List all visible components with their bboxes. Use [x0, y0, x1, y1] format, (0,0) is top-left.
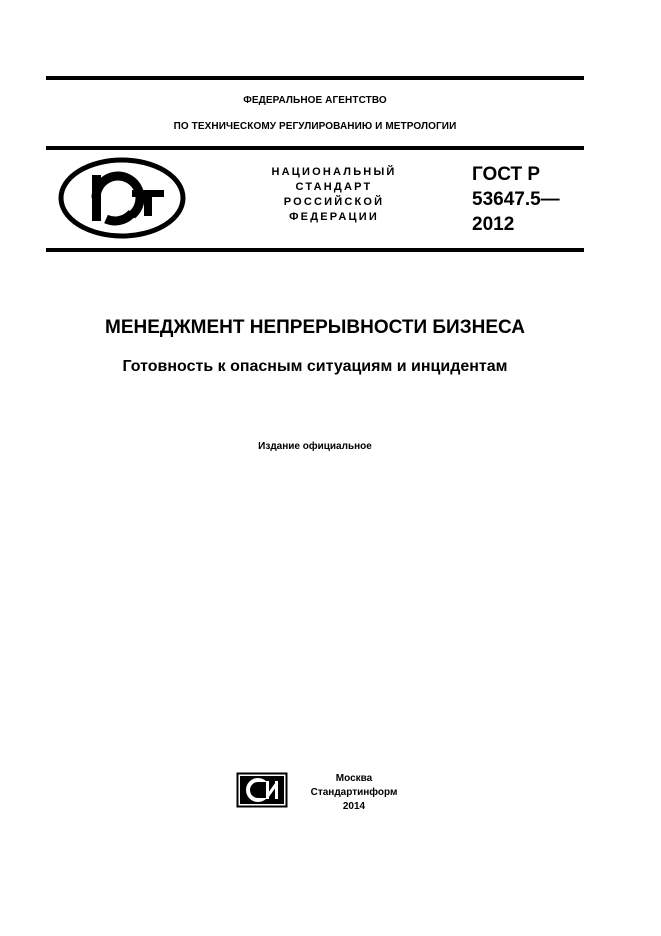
- gost-number: [472, 162, 560, 237]
- standard-type-line3: РОССИЙСКОЙ: [283, 196, 385, 208]
- agency-name-line2: ПО ТЕХНИЧЕСКОМУ РЕГУЛИРОВАНИЮ И МЕТРОЛОГИИ: [173, 121, 457, 132]
- standard-type-line4: ФЕДЕРАЦИИ: [289, 211, 379, 223]
- document-title: МЕНЕДЖМЕНТ НЕПРЕРЫВНОСТИ БИЗНЕСА: [105, 317, 525, 338]
- top-rule: [46, 76, 584, 80]
- publisher-name: Стандартинформ: [310, 787, 398, 798]
- gost-number-line2: 53647.5—: [472, 189, 560, 210]
- gost-number-line3: 2012: [472, 214, 515, 235]
- gost-number-line1: ГОСТ Р: [472, 164, 541, 185]
- standard-type-line1: НАЦИОНАЛЬНЫЙ: [271, 166, 397, 178]
- standard-type-line2: СТАНДАРТ: [295, 181, 373, 193]
- standartinform-logo-icon: [236, 772, 288, 808]
- standard-type-label: [250, 165, 418, 225]
- publisher-block: [298, 772, 410, 814]
- document-subtitle: Готовность к опасным ситуациям и инцидентам: [122, 358, 508, 375]
- rst-certification-logo-icon: [58, 157, 186, 239]
- publisher-city: Москва: [335, 773, 373, 784]
- edition-label: Издание официальное: [258, 441, 372, 452]
- publication-year: 2014: [342, 801, 366, 812]
- agency-rule: [46, 146, 584, 150]
- agency-name-line1: ФЕДЕРАЛЬНОЕ АГЕНТСТВО: [243, 95, 387, 106]
- header-rule: [46, 248, 584, 252]
